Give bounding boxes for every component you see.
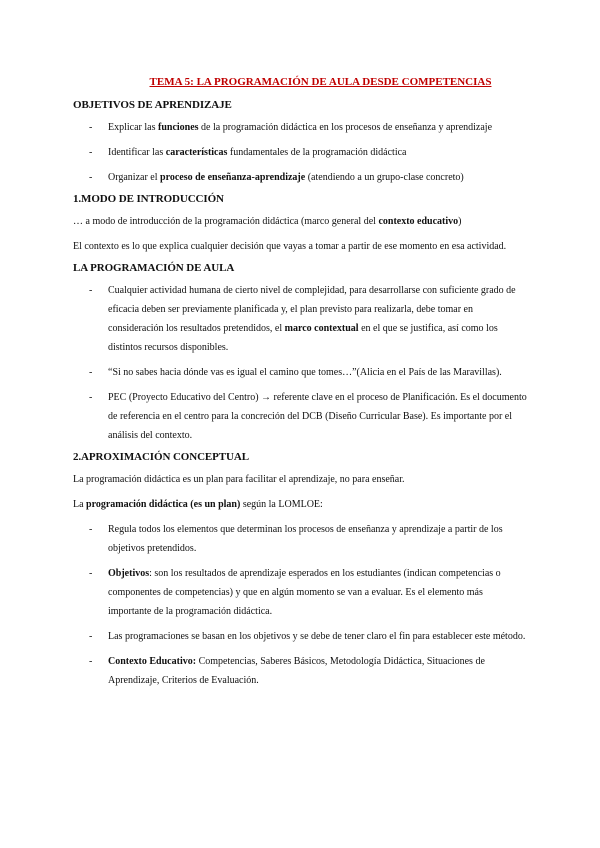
dash-bullet: - — [89, 524, 93, 535]
modo-paragraph-2: El contexto es lo que explica cualquier decisión que vayas a tomar a partir de ese momento en esa actividad. — [73, 241, 507, 252]
aproximacion-paragraph-1: La programación didáctica es un plan para facilitar el aprendizaje, no para enseñar. — [73, 474, 405, 485]
list-item: - Cualquier actividad humana de cierto nivel de complejidad, para desarrollarse con suficiente grado de eficacia deben ser previamente planificada y, el plan previsto para realizarla, debe tomar en consideración los resultados pretendidos, el marco contextual en el que se justifica, así como los distintos recursos disponibles. — [73, 281, 528, 357]
list-item: - PEC (Proyecto Educativo del Centro) → referente clave en el proceso de Planificación. Es el documento de referencia en el centro para la concreción del DCB (Diseño Curricular Base). Es importante por el análisis del contexto. — [73, 388, 528, 445]
document-page — [73, 76, 528, 696]
objetivos-heading: OBJETIVOS DE APRENDIZAJE — [73, 99, 232, 111]
aproximacion-list — [73, 520, 528, 690]
dash-bullet: - — [89, 367, 93, 378]
dash-bullet: - — [89, 172, 93, 183]
objetivos-list — [73, 118, 528, 187]
dash-bullet: - — [89, 285, 93, 296]
dash-bullet: - — [89, 568, 93, 579]
programacion-list — [73, 281, 528, 445]
list-item: - Contexto Educativo: Competencias, Saberes Básicos, Metodología Didáctica, Situaciones de Aprendizaje, Criterios de Evaluación. — [73, 652, 528, 690]
aproximacion-paragraph-2: La programación didáctica (es un plan) según la LOMLOE: — [73, 499, 323, 510]
aproximacion-heading: 2.APROXIMACIÓN CONCEPTUAL — [73, 451, 249, 463]
dash-bullet: - — [89, 122, 93, 133]
list-item: - “Si no sabes hacia dónde vas es igual el camino que tomes…”(Alicia en el País de las Maravillas). — [73, 363, 528, 382]
document-title: TEMA 5: LA PROGRAMACIÓN DE AULA DESDE COMPETENCIAS — [149, 76, 492, 88]
dash-bullet: - — [89, 392, 93, 403]
list-item: - Regula todos los elementos que determinan los procesos de enseñanza y aprendizaje a partir de los objetivos pretendidos. — [73, 520, 528, 558]
list-item: - Las programaciones se basan en los objetivos y se debe de tener claro el fin para establecer este método. — [73, 627, 528, 646]
list-item: - Organizar el proceso de enseñanza-aprendizaje (atendiendo a un grupo-clase concreto) — [73, 168, 528, 187]
modo-heading: 1.MODO DE INTRODUCCIÓN — [73, 193, 224, 205]
list-item: - Identificar las características fundamentales de la programación didáctica — [73, 143, 528, 162]
list-item: - Objetivos: son los resultados de aprendizaje esperados en los estudiantes (indican competencias o componentes de competencias) y que en algún momento se van a evaluar. Es el elemento más importante de la programación didáctica. — [73, 564, 528, 621]
modo-paragraph-1: … a modo de introducción de la programación didáctica (marco general del contexto educativo) — [73, 216, 462, 227]
programacion-heading: LA PROGRAMACIÓN DE AULA — [73, 262, 235, 274]
dash-bullet: - — [89, 631, 93, 642]
list-item: - Explicar las funciones de la programación didáctica en los procesos de enseñanza y aprendizaje — [73, 118, 528, 137]
dash-bullet: - — [89, 656, 93, 667]
dash-bullet: - — [89, 147, 93, 158]
